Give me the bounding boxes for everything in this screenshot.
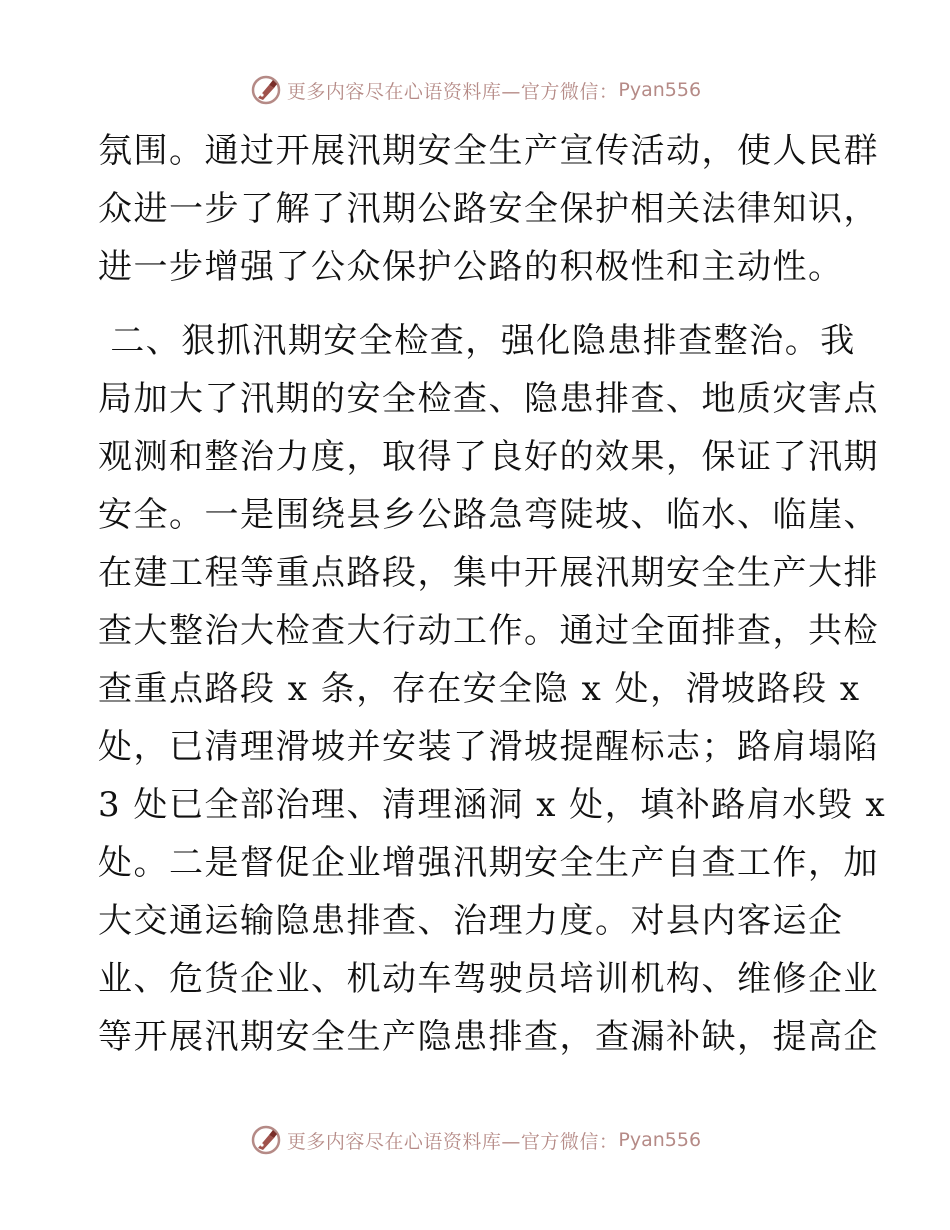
text-line: 观测和整治力度，取得了良好的效果，保证了汛期 (98, 437, 879, 477)
text-line: 在建工程等重点路段，集中开展汛期安全生产大排 (98, 553, 879, 593)
pen-nib-logo-icon (249, 73, 283, 107)
text-line: 处。二是督促企业增强汛期安全生产自查工作，加 (98, 843, 879, 883)
paragraph-2 (98, 312, 887, 1066)
text-line: 查重点路段 x 条，存在安全隐 x 处，滑坡路段 x (98, 669, 861, 709)
footer-banner (0, 1120, 950, 1160)
text-line: 氛围。通过开展汛期安全生产宣传活动，使人民群 (98, 131, 879, 171)
footer-banner-handle: Pyan556 (618, 1129, 702, 1151)
footer-banner-text: 更多内容尽在心语资料库—官方微信： (286, 1130, 619, 1153)
text-line: 安全。一是围绕县乡公路急弯陡坡、临水、临崖、 (98, 495, 879, 535)
text-line: 大交通运输隐患排查、治理力度。对县内客运企 (98, 901, 844, 941)
text-line: 众进一步了解了汛期公路安全保护相关法律知识， (98, 189, 879, 229)
pen-nib-logo-icon (249, 1123, 283, 1157)
text-line: 进一步增强了公众保护公路的积极性和主动性。 (98, 247, 844, 287)
header-banner-handle: Pyan556 (618, 79, 702, 101)
section-heading-line: 二、狠抓汛期安全检查，强化隐患排查整治。我 (98, 321, 856, 361)
text-line: 处，已清理滑坡并安装了滑坡提醒标志；路肩塌陷 (98, 727, 879, 767)
text-line: 3 处已全部治理、清理涵洞 x 处，填补路肩水毁 x (98, 785, 887, 825)
text-line: 局加大了汛期的安全检查、隐患排查、地质灾害点 (98, 379, 879, 419)
text-line: 查大整治大检查大行动工作。通过全面排查，共检 (98, 611, 879, 651)
header-banner (0, 70, 950, 110)
paragraph-1 (98, 122, 879, 296)
text-line: 等开展汛期安全生产隐患排查，查漏补缺，提高企 (98, 1017, 879, 1057)
document-body (98, 122, 887, 1066)
header-banner-text: 更多内容尽在心语资料库—官方微信： (286, 80, 619, 103)
text-line: 业、危货企业、机动车驾驶员培训机构、维修企业 (98, 959, 879, 999)
